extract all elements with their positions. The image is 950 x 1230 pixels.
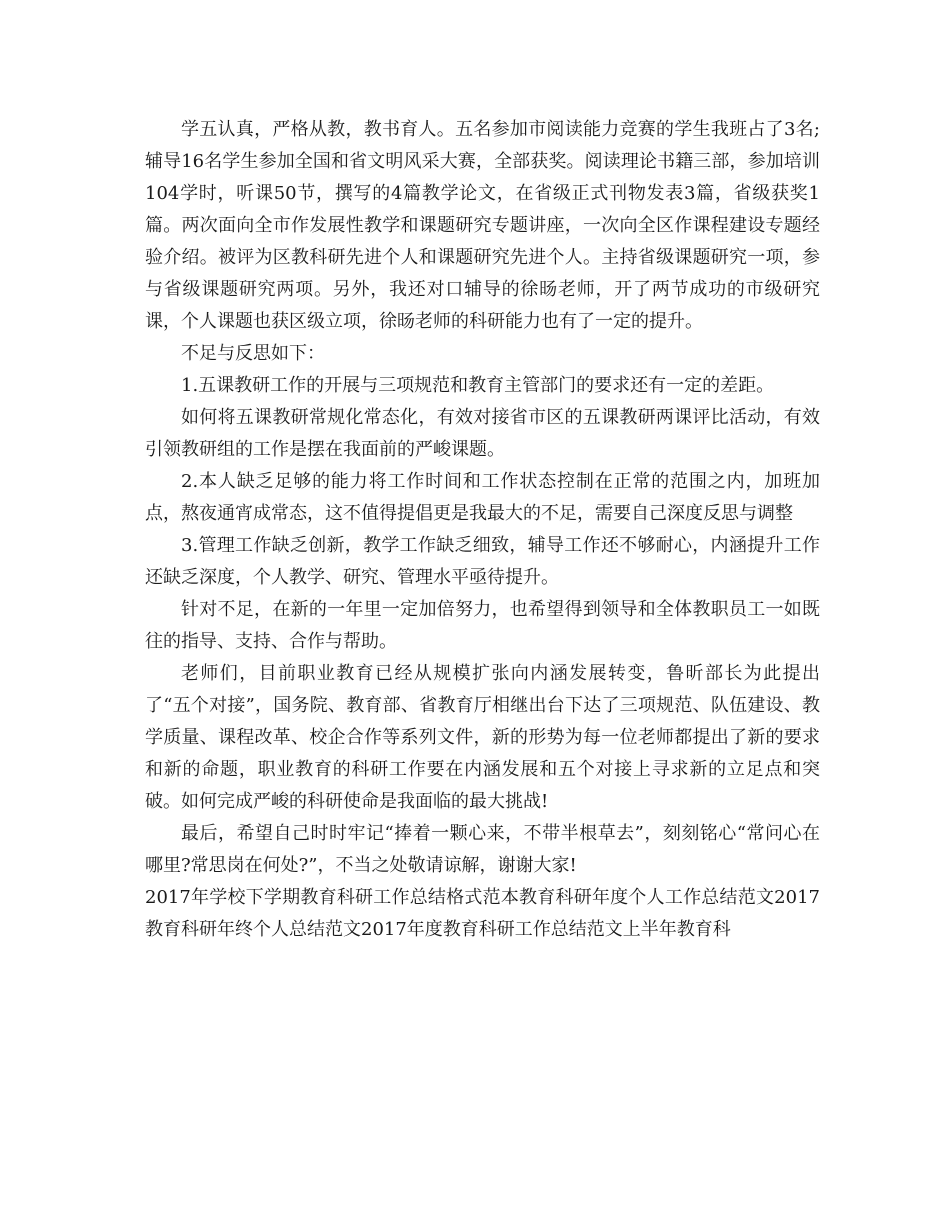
paragraph-resolution: 针对不足，在新的一年里一定加倍努力，也希望得到领导和全体教职员工一如既往的指导、支持、合作与帮助。 (145, 599, 820, 652)
paragraph-shortcoming-2: 2.本人缺乏足够的能力将工作时间和工作状态控制在正常的范围之内，加班加点，熬夜通宵成常态，这不值得提倡更是我最大的不足，需要自己深度反思与调整 (145, 471, 820, 524)
paragraph-shortcoming-1-detail: 如何将五课教研常规化常态化，有效对接省市区的五课教研两课评比活动，有效引领教研组的工作是摆在我面前的严峻课题。 (145, 407, 820, 460)
paragraph-vocational-education: 老师们，目前职业教育已经从规模扩张向内涵发展转变，鲁昕部长为此提出了“五个对接”，国务院、教育部、省教育厅相继出台下达了三项规范、队伍建设、教学质量、课程改革、校企合作等系列文件，新的形势为每一位老师都提出了新的要求和新的命题，职业教育的科研工作要在内涵发展和五个对接上寻求新的立足点和突破。如何完成严峻的科研使命是我面临的最大挑战! (145, 663, 820, 812)
paragraph-shortcoming-1: 1.五课教研工作的开展与三项规范和教育主管部门的要求还有一定的差距。 (181, 375, 775, 396)
related-articles-text: 2017年学校下学期教育科研工作总结格式范本教育科研年度个人工作总结范文2017教育科研年终个人总结范文2017年度教育科研工作总结范文上半年教育科 (145, 887, 820, 940)
paragraph-shortcomings-heading: 不足与反思如下： (181, 343, 325, 364)
paragraph-closing: 最后，希望自己时时牢记“捧着一颗心来，不带半根草去”，刻刻铭心“常问心在哪里?常思岗在何处?”，不当之处敬请谅解，谢谢大家! (145, 823, 820, 876)
paragraph-shortcoming-3: 3.管理工作缺乏创新，教学工作缺乏细致，辅导工作还不够耐心，内涵提升工作还缺乏深度，个人教学、研究、管理水平亟待提升。 (145, 535, 820, 588)
body-text (145, 114, 820, 882)
paragraph-achievements: 学五认真，严格从教，教书育人。五名参加市阅读能力竞赛的学生我班占了3名;辅导16名学生参加全国和省文明风采大赛，全部获奖。阅读理论书籍三部，参加培训104学时，听课50节，撰写的4篇教学论文，在省级正式刊物发表3篇，省级获奖1篇。两次面向全市作发展性教学和课题研究专题讲座，一次向全区作课程建设专题经验介绍。被评为区教科研先进个人和课题研究先进个人。主持省级课题研究一项，参与省级课题研究两项。另外，我还对口辅导的徐旸老师，开了两节成功的市级研究课，个人课题也获区级立项，徐旸老师的科研能力也有了一定的提升。 (145, 119, 820, 332)
